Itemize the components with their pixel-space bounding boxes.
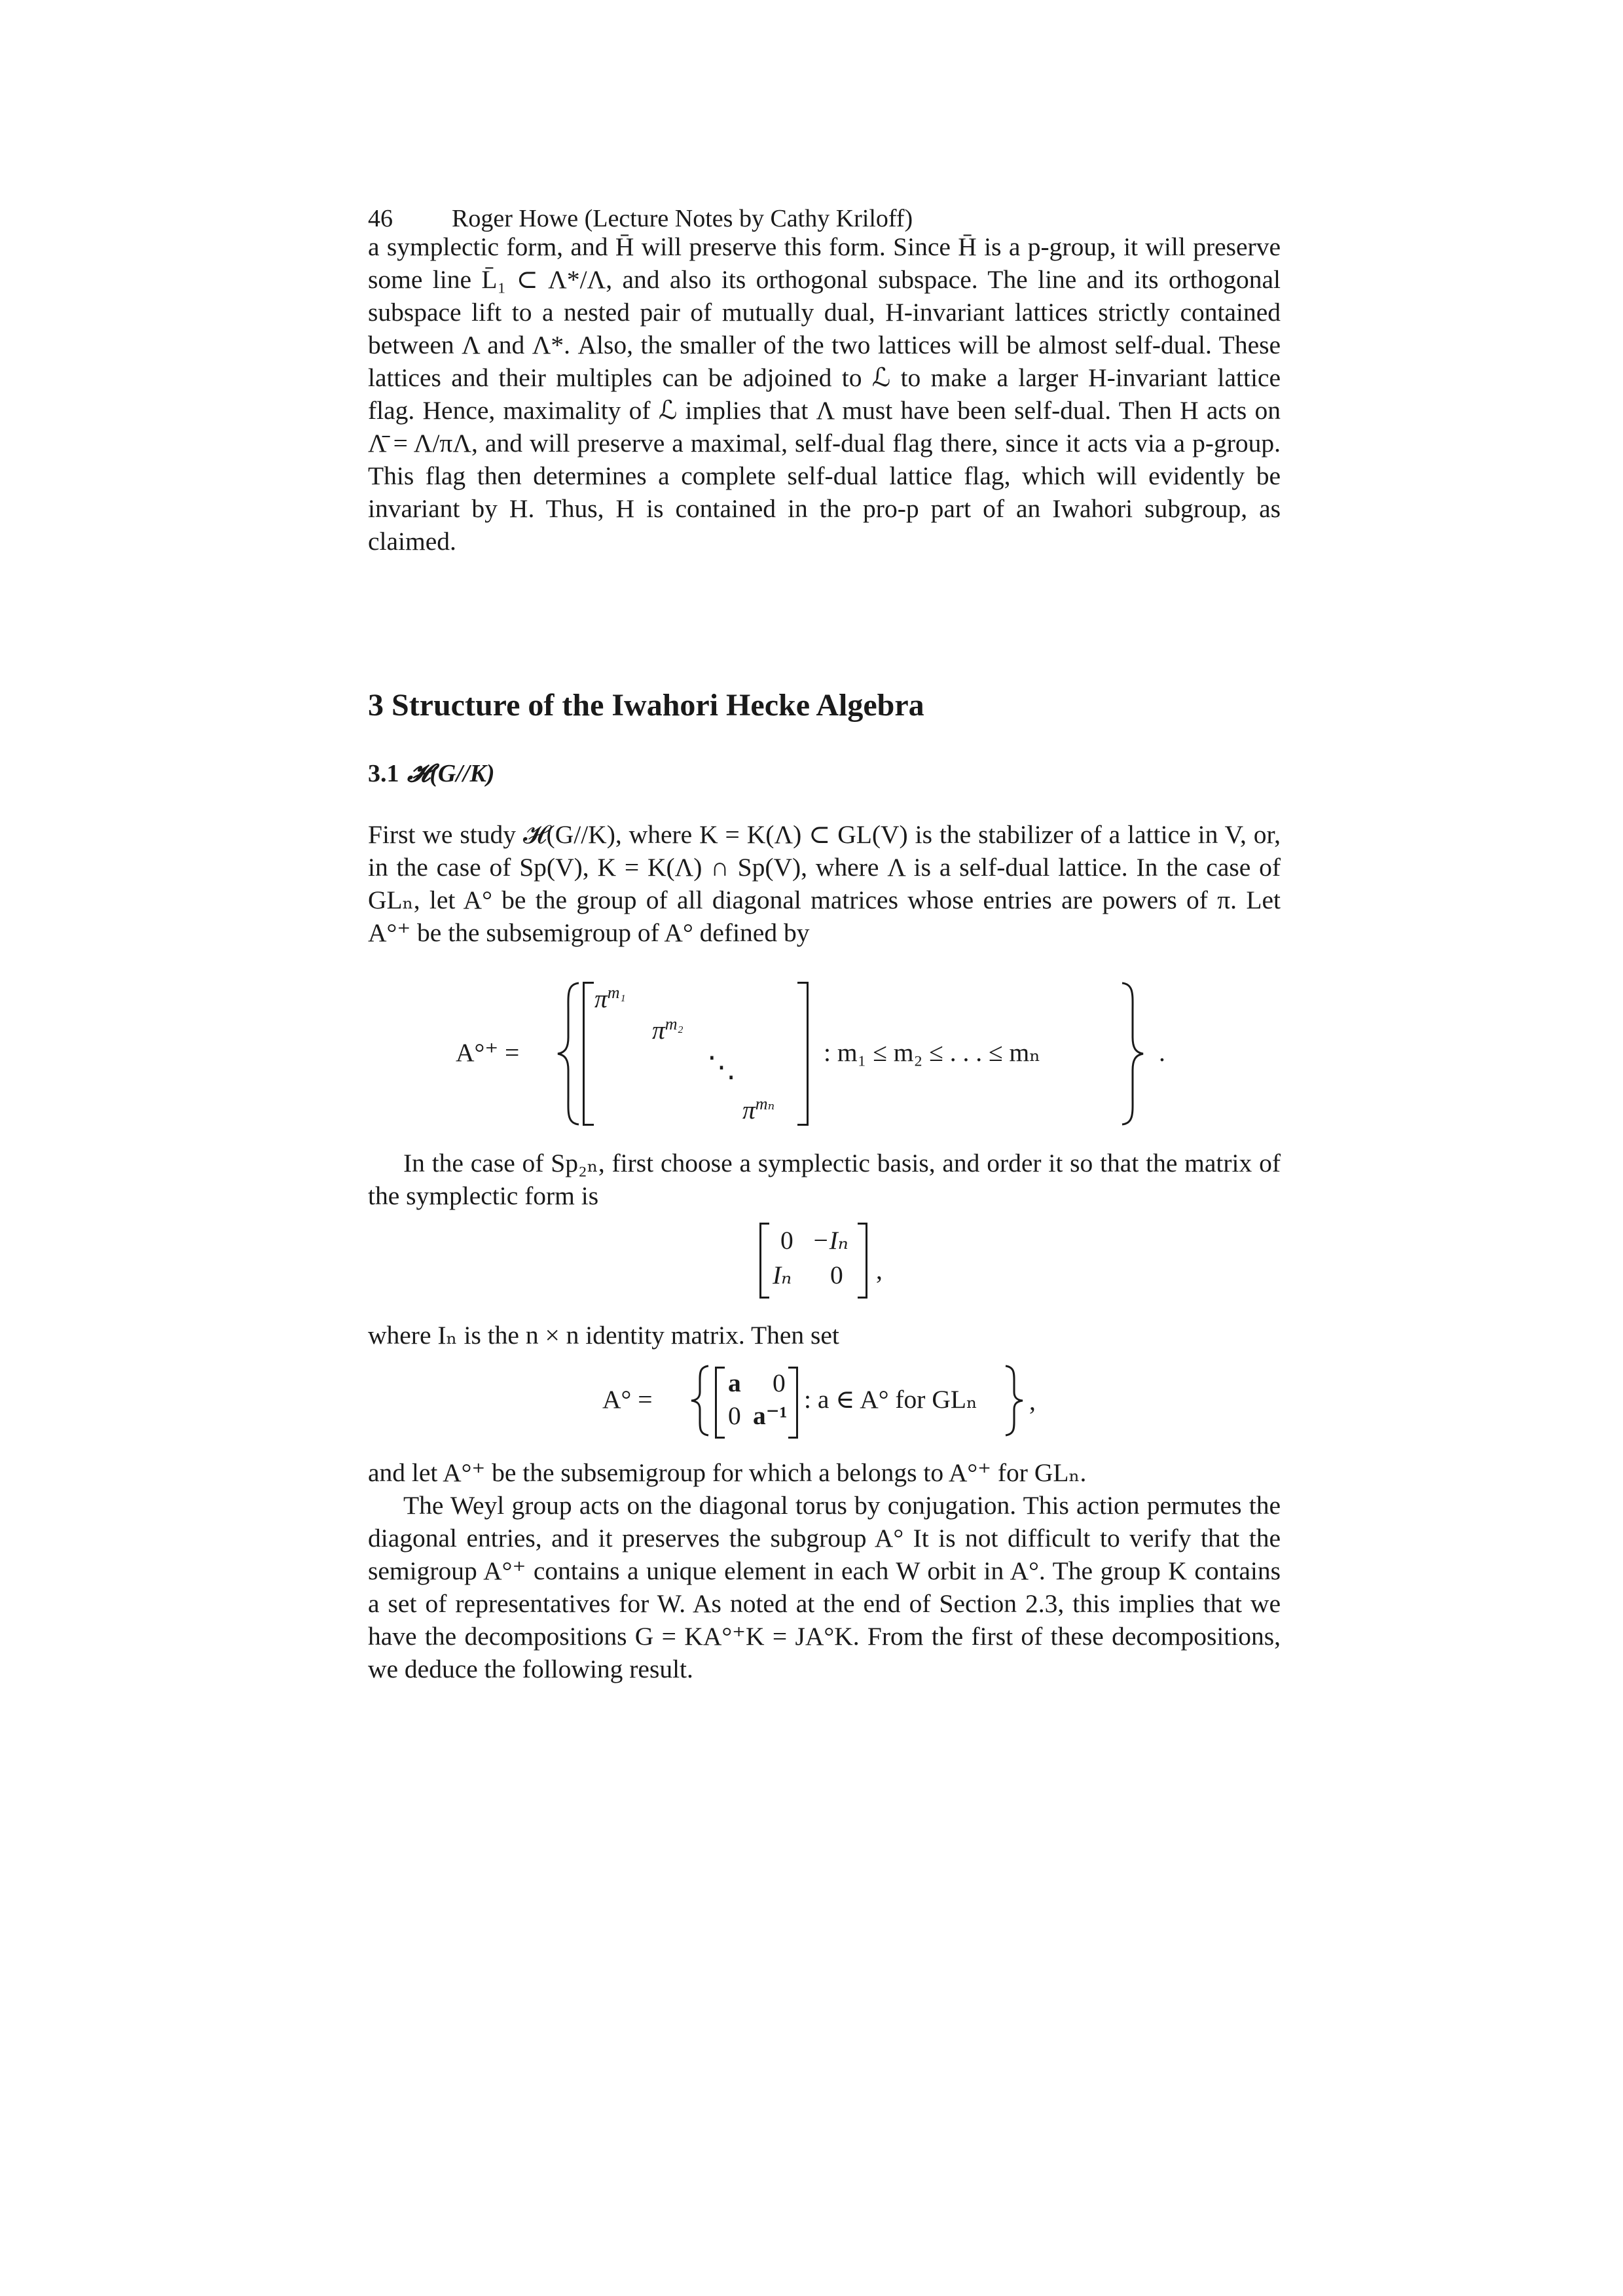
subsection-title: 𝓗(G//K) bbox=[407, 760, 495, 787]
eq1-dots: ⋱ bbox=[707, 1051, 736, 1083]
eq3-lhs: A° = bbox=[602, 1385, 653, 1414]
eq2-a12: −Iₙ bbox=[812, 1226, 848, 1255]
running-title: Roger Howe (Lecture Notes by Cathy Kriloff) bbox=[452, 205, 913, 232]
paragraph-first: First we study 𝓗(G//K), where K = K(Λ) ⊂ GL(V) is the stabilizer of a lattice in V, or, in the case of Sp(V), K = K(Λ) ∩ Sp(V), where Λ is a self-dual lattice. In the case of GLₙ, let A° be the group of all diagonal matrices whose entries are powers of π. Let A°⁺ be the subsemigroup of A° defined by bbox=[368, 820, 1281, 947]
eq1-entry2: $\pi^{m_2}$ bbox=[652, 1014, 684, 1045]
subsection-number: 3.1 bbox=[368, 760, 399, 787]
eq1-condition: : m₁ ≤ m₂ ≤ . . . ≤ mₙ bbox=[824, 1038, 1041, 1067]
eq3-condition: : a ∈ A° for GLₙ bbox=[804, 1385, 978, 1414]
eq1-left-brace bbox=[555, 982, 581, 1126]
eq1-matrix-left-bracket bbox=[583, 982, 594, 1126]
paragraph-weyl: The Weyl group acts on the diagonal torus by conjugation. This action permutes the diagonal entries, and it preserves the subgroup A° It is not difficult to verify that the semigroup A°⁺ contains a unique element in each W orbit in A°. The group K contains a set of representatives for W. As noted at the end of Section 2.3, this implies that we have the decompositions G = KA°⁺K = JA°K. From the first of these decompositions, we deduce the following result. bbox=[368, 1491, 1281, 1683]
paragraph-let: and let A°⁺ be the subsemigroup for which a belongs to A°⁺ for GLₙ. bbox=[368, 1458, 1087, 1487]
eq2-end: , bbox=[876, 1256, 883, 1285]
eq3-right-bracket bbox=[788, 1367, 798, 1439]
page-number: 46 bbox=[368, 205, 393, 232]
eq1-entry1: $\pi^{m_1}$ bbox=[594, 983, 626, 1014]
eq3-a21: 0 bbox=[728, 1401, 741, 1430]
eq2-a21: Iₙ bbox=[773, 1261, 792, 1289]
eq1-matrix-right-bracket bbox=[797, 982, 809, 1126]
eq1-entryn: $\pi^{m_n}$ bbox=[742, 1094, 775, 1125]
eq3-a22: a⁻¹ bbox=[753, 1401, 788, 1430]
eq1-right-brace bbox=[1120, 982, 1146, 1126]
eq3-end: , bbox=[1029, 1387, 1036, 1416]
section-title: 3 Structure of the Iwahori Hecke Algebra bbox=[368, 688, 924, 723]
eq1-lhs: A°⁺ = bbox=[456, 1038, 520, 1067]
running-header bbox=[368, 204, 913, 233]
eq3-right-brace bbox=[1003, 1365, 1025, 1437]
eq3-left-brace bbox=[689, 1365, 711, 1437]
paragraph-where: where Iₙ is the n × n identity matrix. Then set bbox=[368, 1321, 839, 1350]
intro-paragraph: a symplectic form, and H̄ will preserve this form. Since H̄ is a p-group, it will preserve some line L̄₁ ⊂ Λ*/Λ, and also its orthogonal subspace. The line and its orthogonal subspace lift to a nested pair of mutually dual, H-invariant lattices strictly contained between Λ and Λ*. Also, the smaller of the two lattices will be almost self-dual. These lattices and their multiples can be adjoined to ℒ to make a larger H-invariant lattice flag. Hence, maximality of ℒ implies that Λ must have been self-dual. Then H acts on Λ̄ = Λ/πΛ, and will preserve a maximal, self-dual flag there, since it acts via a p-group. This flag then determines a complete self-dual lattice flag, which will evidently be invariant by H. Thus, H is contained in the pro-p part of an Iwahori subgroup, as claimed. bbox=[368, 232, 1281, 556]
eq3-left-bracket bbox=[715, 1367, 725, 1439]
eq2-right-bracket bbox=[858, 1223, 867, 1299]
eq2-a11: 0 bbox=[780, 1226, 793, 1255]
subsection-heading bbox=[368, 759, 495, 788]
eq3-a11: a bbox=[728, 1369, 741, 1397]
paragraph-sp: In the case of Sp₂ₙ, first choose a symplectic basis, and order it so that the matrix of the symplectic form is bbox=[368, 1149, 1281, 1210]
eq2-a22: 0 bbox=[830, 1261, 843, 1289]
eq1-end: . bbox=[1159, 1038, 1165, 1067]
eq2-left-bracket bbox=[759, 1223, 769, 1299]
eq3-a12: 0 bbox=[773, 1369, 786, 1397]
